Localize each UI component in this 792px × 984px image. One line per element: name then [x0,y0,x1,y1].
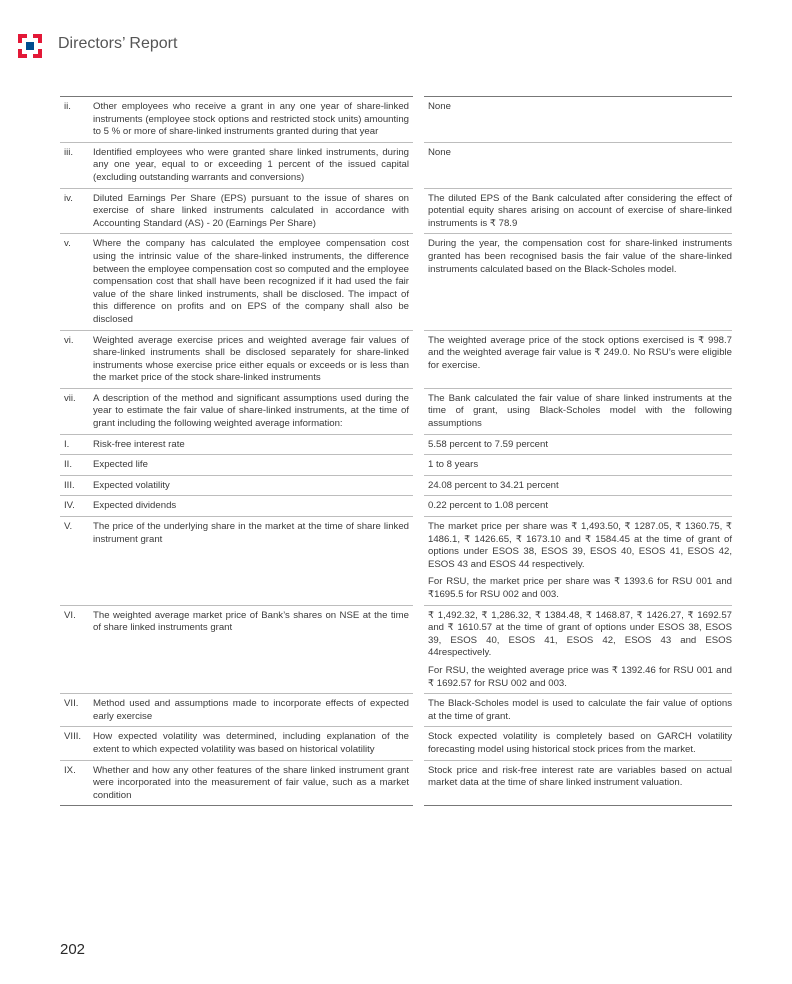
row-number: IX. [60,760,88,806]
row-description: Identified employees who were granted share linked instruments, during any one year, equal to or exceeding 1 percent of the issued capital (excluding outstanding warrants and conversions) [88,142,413,188]
value-paragraph: Stock price and risk-free interest rate are variables based on actual market data at the time of share linked instrument valuation. [428,764,732,789]
value-paragraph: Stock expected volatility is completely based on GARCH volatility forecasting model using historical stock prices from the market. [428,731,732,755]
column-gap [413,475,424,496]
row-number: II. [60,455,88,476]
value-paragraph: The market price per share was ₹ 1,493.50, ₹ 1287.05, ₹ 1360.75, ₹ 1486.1, ₹ 1426.65, ₹ 1673.10 and ₹ 1584.45 at the time of grant of options under ESOS 38, ESOS 39, ESOS 40, ESOS 41, ESOS 42, ESOS 43 and ESOS 44 respectively. [428,521,732,570]
row-value [424,605,732,694]
disclosure-table [60,96,732,806]
row-description: Other employees who receive a grant in any one year of share-linked instruments (employee stock options and restricted stock units) amounting to 5 % or more of share-linked instruments granted during that year [88,97,413,143]
row-number: IV. [60,496,88,517]
row-description: How expected volatility was determined, including explanation of the extent to which expected volatility was based on historical volatility [88,727,413,760]
value-paragraph: None [428,101,451,112]
column-gap [413,188,424,234]
value-paragraph: During the year, the compensation cost for share-linked instruments granted has been recognised basis the fair value of the share-linked instruments calculated based on the Black-Scholes model. [428,238,732,275]
row-number: VI. [60,605,88,694]
row-number: VIII. [60,727,88,760]
value-paragraph: ₹ 1,492.32, ₹ 1,286.32, ₹ 1384.48, ₹ 1468.87, ₹ 1426.27, ₹ 1692.57 and ₹ 1610.57 at the time of grant of options under ESOS 38, ESOS 39, ESOS 40, ESOS 41, ESOS 42, ESOS 43 and ESOS 44respectively. [428,609,732,659]
row-number: III. [60,475,88,496]
column-gap [413,142,424,188]
table-row [60,727,732,760]
column-gap [413,727,424,760]
row-number: iii. [60,142,88,188]
row-description: Weighted average exercise prices and weighted average fair values of share-linked instruments shall be disclosed separately for share-linked instruments whose exercise price either equals or exceeds or is less than the market price of the stock share-linked instruments [88,330,413,388]
table-row [60,142,732,188]
page-number: 202 [60,941,86,958]
table-row [60,694,732,727]
row-number: ii. [60,97,88,143]
table-row [60,475,732,496]
column-gap [413,455,424,476]
value-paragraph: For RSU, the market price per share was ₹ 1393.6 for RSU 001 and ₹1695.5 for RSU 002 and 003. [428,576,732,600]
value-paragraph: The diluted EPS of the Bank calculated after considering the effect of potential equity shares arising on account of exercise of share-linked instruments is ₹ 78.9 [428,192,732,229]
column-gap [413,330,424,388]
row-value [424,234,732,330]
value-paragraph: 5.58 percent to 7.59 percent [428,438,549,450]
row-value [424,388,732,434]
row-description: Diluted Earnings Per Share (EPS) pursuant to the issue of shares on exercise of share linked instruments calculated in accordance with Accounting Standard (AS) - 20 (Earnings Per Share) [88,188,413,234]
row-description: Risk-free interest rate [88,434,413,455]
column-gap [413,605,424,694]
table-row [60,496,732,517]
row-number: vii. [60,388,88,434]
value-paragraph: The Bank calculated the fair value of share linked instruments at the time of grant, using Black-Scholes model with the following assumptions [428,392,732,430]
table-row [60,760,732,806]
table-row [60,434,732,455]
row-description: Expected dividends [88,496,413,517]
row-number: vi. [60,330,88,388]
row-value [424,97,732,143]
row-value [424,727,732,760]
row-description: A description of the method and significant assumptions used during the year to estimate the fair value of share-linked instruments, at the time of grant including the following weighted average information: [88,388,413,434]
column-gap [413,434,424,455]
row-value [424,455,732,476]
row-value [424,188,732,234]
row-description: The weighted average market price of Bank’s shares on NSE at the time of share linked instruments grant [88,605,413,694]
row-number: VII. [60,694,88,727]
row-value [424,142,732,188]
value-paragraph: 1 to 8 years [428,459,479,471]
table-row [60,517,732,606]
value-paragraph: 0.22 percent to 1.08 percent [428,500,549,512]
logo-core [26,42,34,50]
table-row [60,188,732,234]
row-description: Expected volatility [88,475,413,496]
row-number: V. [60,517,88,606]
row-value [424,496,732,517]
column-gap [413,234,424,330]
value-paragraph: None [428,146,451,158]
table-row [60,605,732,694]
row-description: Whether and how any other features of the share linked instrument grant were incorporated into the measurement of fair value, such as a market condition [88,760,413,806]
value-paragraph: The weighted average price of the stock options exercised is ₹ 998.7 and the weighted average fair value is ₹ 249.0. No RSU’s were eligible for exercise. [428,334,732,371]
row-number: iv. [60,188,88,234]
row-description: Where the company has calculated the employee compensation cost using the intrinsic value of the share-linked instruments, the difference between the employee compensation cost so computed and the employee compensation cost that shall have been recognized if it had used the fair value of the share linked instruments, shall be disclosed. The impact of this difference on profits and on EPS of the company shall also be disclosed [88,234,413,330]
row-description: Method used and assumptions made to incorporate effects of expected early exercise [88,694,413,727]
table-row [60,455,732,476]
table-row [60,330,732,388]
row-description: The price of the underlying share in the market at the time of share linked instrument grant [88,517,413,606]
column-gap [413,760,424,806]
logo-graphic [18,34,42,58]
row-value [424,330,732,388]
table-row [60,97,732,143]
row-value [424,434,732,455]
column-gap [413,388,424,434]
row-number: v. [60,234,88,330]
bank-logo-icon [18,34,42,58]
row-value [424,694,732,727]
row-description: Expected life [88,455,413,476]
row-value [424,760,732,806]
column-gap [413,97,424,143]
table-row [60,234,732,330]
table-row [60,388,732,434]
value-paragraph: For RSU, the weighted average price was ₹ 1392.46 for RSU 001 and ₹ 1692.57 for RSU 002 and 003. [428,664,732,689]
row-value [424,517,732,606]
row-value [424,475,732,496]
value-paragraph: The Black-Scholes model is used to calculate the fair value of options at the time of grant. [428,698,732,722]
column-gap [413,517,424,606]
column-gap [413,694,424,727]
column-gap [413,496,424,517]
value-paragraph: 24.08 percent to 34.21 percent [428,479,559,491]
page-title: Directors’ Report [58,35,178,52]
row-number: I. [60,434,88,455]
